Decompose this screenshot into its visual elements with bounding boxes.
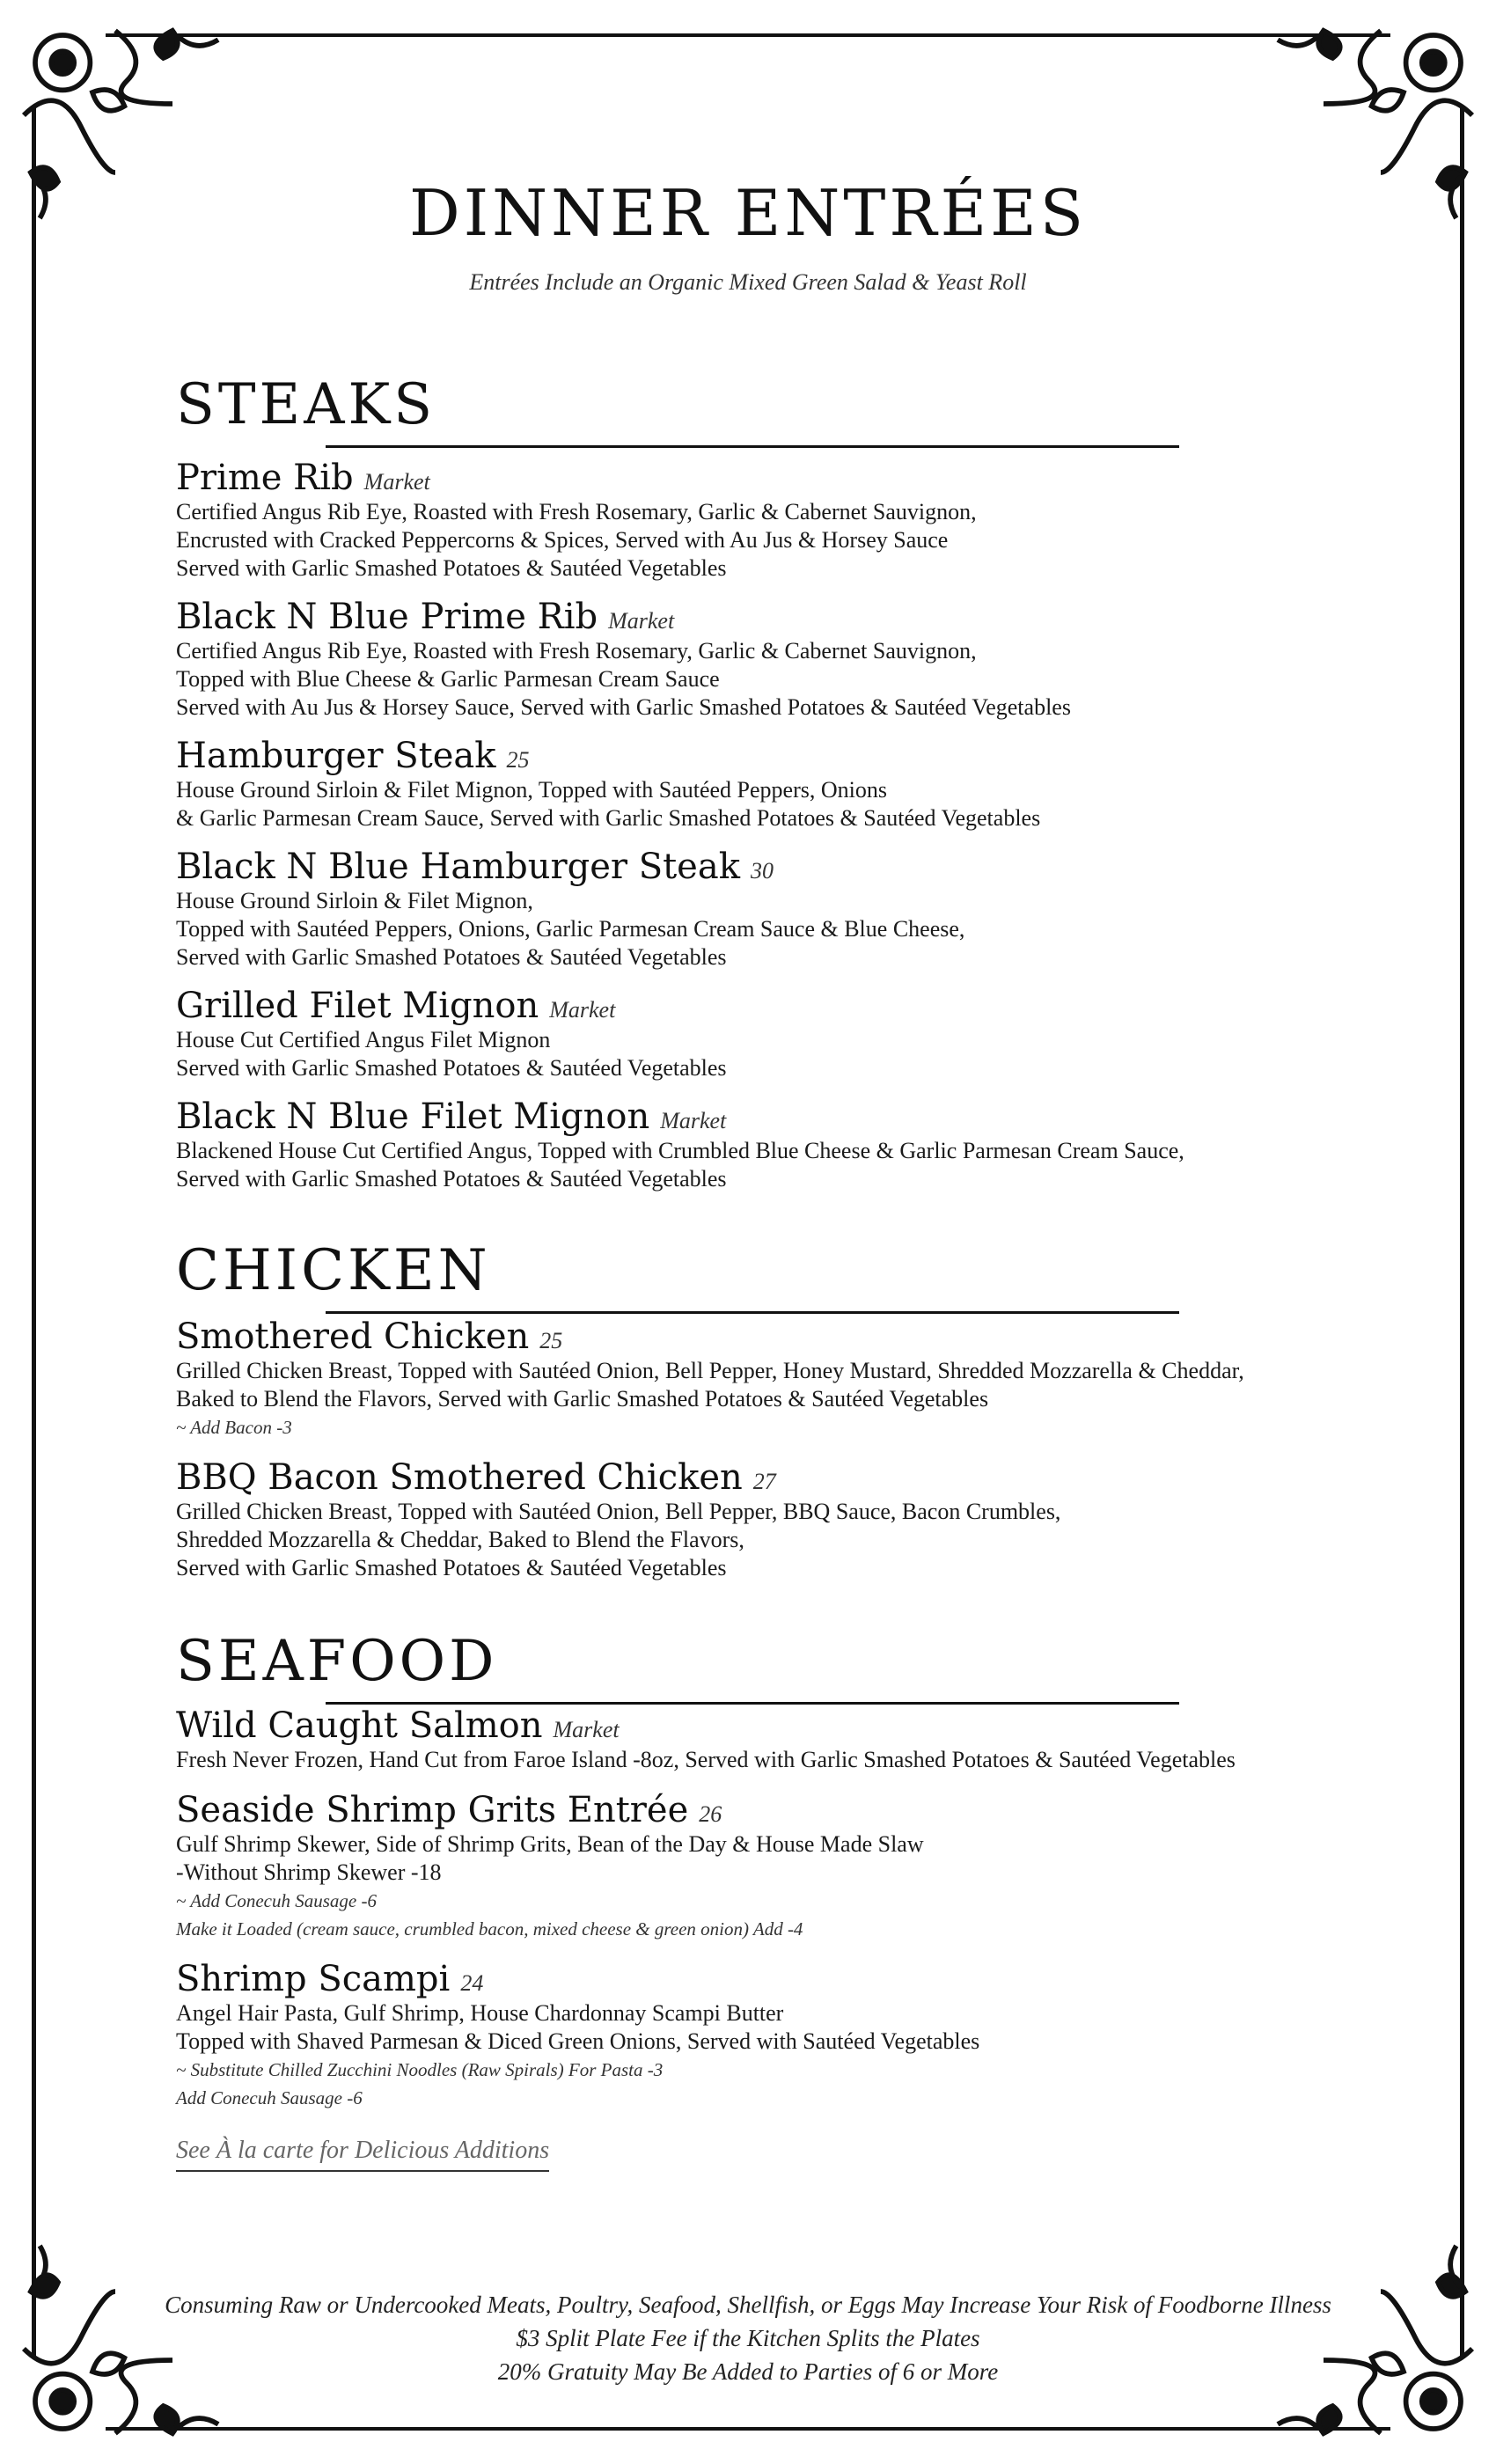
section-header-chicken bbox=[176, 1238, 1179, 1303]
frame-right-border bbox=[1460, 106, 1464, 2358]
item-description-line: Served with Garlic Smashed Potatoes & Sautéed Vegetables bbox=[176, 555, 727, 581]
item-price: 25 bbox=[539, 1328, 563, 1353]
item-name: Black N Blue Prime Rib bbox=[176, 597, 598, 637]
item-price: Market bbox=[549, 997, 616, 1023]
item-price: Market bbox=[660, 1108, 727, 1133]
section-title: STEAKS bbox=[176, 372, 436, 437]
item-price: Market bbox=[553, 1717, 620, 1742]
item-description-line: House Ground Sirloin & Filet Mignon, Topped with Sautéed Peppers, Onions bbox=[176, 777, 887, 803]
footer-line: 20% Gratuity May Be Added to Parties of 6 or More bbox=[497, 2358, 999, 2385]
item-description-line: & Garlic Parmesan Cream Sauce, Served with Garlic Smashed Potatoes & Sautéed Vegetables bbox=[176, 805, 1041, 831]
item-name: Black N Blue Hamburger Steak bbox=[176, 847, 740, 887]
footer-disclaimer bbox=[0, 2288, 1496, 2388]
item-description-line: -Without Shrimp Skewer -18 bbox=[176, 1859, 442, 1885]
menu-item-smothered-chicken bbox=[176, 1316, 1443, 1441]
menu-item-shrimp-scampi bbox=[176, 1959, 1443, 2112]
frame-bottom-border bbox=[106, 2427, 1390, 2431]
section-header-steaks bbox=[176, 372, 1179, 437]
item-addon-note: ~ Substitute Chilled Zucchini Noodles (Raw Spirals) For Pasta -3 bbox=[176, 2059, 664, 2080]
item-description-line: Served with Garlic Smashed Potatoes & Sautéed Vegetables bbox=[176, 1166, 727, 1192]
item-price: Market bbox=[363, 469, 430, 495]
item-price: 25 bbox=[506, 747, 530, 773]
item-description-line: Certified Angus Rib Eye, Roasted with Fresh Rosemary, Garlic & Cabernet Sauvignon, bbox=[176, 638, 977, 664]
item-name: Smothered Chicken bbox=[176, 1316, 530, 1357]
item-addon-note: Make it Loaded (cream sauce, crumbled bacon, mixed cheese & green onion) Add -4 bbox=[176, 1918, 803, 1940]
item-price: 30 bbox=[750, 858, 774, 884]
frame-left-border bbox=[32, 106, 36, 2358]
menu-item-prime-rib bbox=[176, 458, 1443, 583]
menu-item-black-n-blue-filet-mignon bbox=[176, 1096, 1443, 1193]
item-description-line: Angel Hair Pasta, Gulf Shrimp, House Chardonnay Scampi Butter bbox=[176, 2000, 784, 2026]
item-price: Market bbox=[608, 608, 675, 634]
item-description-line: Gulf Shrimp Skewer, Side of Shrimp Grits, Bean of the Day & House Made Slaw bbox=[176, 1831, 924, 1857]
item-addon-note: Add Conecuh Sausage -6 bbox=[176, 2087, 363, 2108]
frame-top-border bbox=[106, 33, 1390, 37]
item-description-line: Grilled Chicken Breast, Topped with Sautéed Onion, Bell Pepper, BBQ Sauce, Bacon Crumbles, bbox=[176, 1499, 1061, 1524]
item-description-line: Encrusted with Cracked Peppercorns & Spices, Served with Au Jus & Horsey Sauce bbox=[176, 527, 949, 553]
page-subtitle: Entrées Include an Organic Mixed Green Salad & Yeast Roll bbox=[469, 269, 1027, 295]
item-description-line: Fresh Never Frozen, Hand Cut from Faroe Island -8oz, Served with Garlic Smashed Potatoes & Sautéed Vegetables bbox=[176, 1747, 1236, 1772]
item-description-line: House Ground Sirloin & Filet Mignon, bbox=[176, 888, 533, 913]
item-description-line: Shredded Mozzarella & Cheddar, Baked to Blend the Flavors, bbox=[176, 1527, 744, 1552]
menu-item-seaside-shrimp-grits bbox=[176, 1790, 1443, 1943]
item-name: Seaside Shrimp Grits Entrée bbox=[176, 1790, 689, 1830]
section-title: CHICKEN bbox=[176, 1238, 491, 1303]
item-price: 26 bbox=[699, 1801, 722, 1827]
item-name: Grilled Filet Mignon bbox=[176, 986, 539, 1026]
item-price: 27 bbox=[752, 1469, 776, 1494]
menu-item-hamburger-steak bbox=[176, 736, 1443, 832]
item-name: Prime Rib bbox=[176, 458, 354, 498]
menu-item-black-n-blue-hamburger-steak bbox=[176, 847, 1443, 972]
item-name: Wild Caught Salmon bbox=[176, 1705, 543, 1746]
menu-item-grilled-filet-mignon bbox=[176, 986, 1443, 1082]
item-description-line: Served with Garlic Smashed Potatoes & Sautéed Vegetables bbox=[176, 1555, 727, 1580]
see-a-la-carte-note: See À la carte for Delicious Additions bbox=[176, 2137, 549, 2172]
item-name: Shrimp Scampi bbox=[176, 1959, 451, 1999]
item-description-line: Topped with Shaved Parmesan & Diced Green Onions, Served with Sautéed Vegetables bbox=[176, 2028, 980, 2054]
item-description-line: Served with Au Jus & Horsey Sauce, Served with Garlic Smashed Potatoes & Sautéed Vegetables bbox=[176, 694, 1071, 720]
item-description-line: House Cut Certified Angus Filet Mignon bbox=[176, 1027, 551, 1052]
item-description-line: Baked to Blend the Flavors, Served with Garlic Smashed Potatoes & Sautéed Vegetables bbox=[176, 1386, 989, 1412]
item-description-line: Served with Garlic Smashed Potatoes & Sautéed Vegetables bbox=[176, 1055, 727, 1081]
item-description-line: Topped with Sautéed Peppers, Onions, Garlic Parmesan Cream Sauce & Blue Cheese, bbox=[176, 916, 965, 942]
item-description-line: Topped with Blue Cheese & Garlic Parmesan Cream Sauce bbox=[176, 666, 720, 692]
section-header-seafood bbox=[176, 1629, 1179, 1694]
item-description-line: Grilled Chicken Breast, Topped with Sautéed Onion, Bell Pepper, Honey Mustard, Shredded Mozzarella & Cheddar, bbox=[176, 1358, 1244, 1383]
section-divider bbox=[326, 445, 1179, 448]
item-description-line: Served with Garlic Smashed Potatoes & Sautéed Vegetables bbox=[176, 944, 727, 970]
section-divider bbox=[326, 1311, 1179, 1314]
item-addon-note: ~ Add Conecuh Sausage -6 bbox=[176, 1890, 377, 1911]
menu-item-bbq-bacon-smothered-chicken bbox=[176, 1457, 1443, 1582]
item-name: Black N Blue Filet Mignon bbox=[176, 1096, 650, 1137]
item-name: BBQ Bacon Smothered Chicken bbox=[176, 1457, 743, 1498]
section-divider bbox=[326, 1702, 1179, 1705]
menu-item-black-n-blue-prime-rib bbox=[176, 597, 1443, 722]
page-title: DINNER ENTRÉES bbox=[408, 176, 1088, 250]
item-price: 24 bbox=[460, 1970, 484, 1996]
item-description-line: Blackened House Cut Certified Angus, Topped with Crumbled Blue Cheese & Garlic Parmesan Cream Sauce, bbox=[176, 1138, 1184, 1163]
item-description-line: Certified Angus Rib Eye, Roasted with Fresh Rosemary, Garlic & Cabernet Sauvignon, bbox=[176, 499, 977, 524]
item-name: Hamburger Steak bbox=[176, 736, 496, 776]
item-addon-note: ~ Add Bacon -3 bbox=[176, 1417, 292, 1438]
footer-line: $3 Split Plate Fee if the Kitchen Splits the Plates bbox=[516, 2325, 980, 2351]
section-title: SEAFOOD bbox=[176, 1629, 498, 1694]
footer-line: Consuming Raw or Undercooked Meats, Poultry, Seafood, Shellfish, or Eggs May Increase Your Risk of Foodborne Illness bbox=[165, 2292, 1331, 2318]
menu-item-wild-caught-salmon bbox=[176, 1705, 1443, 1774]
